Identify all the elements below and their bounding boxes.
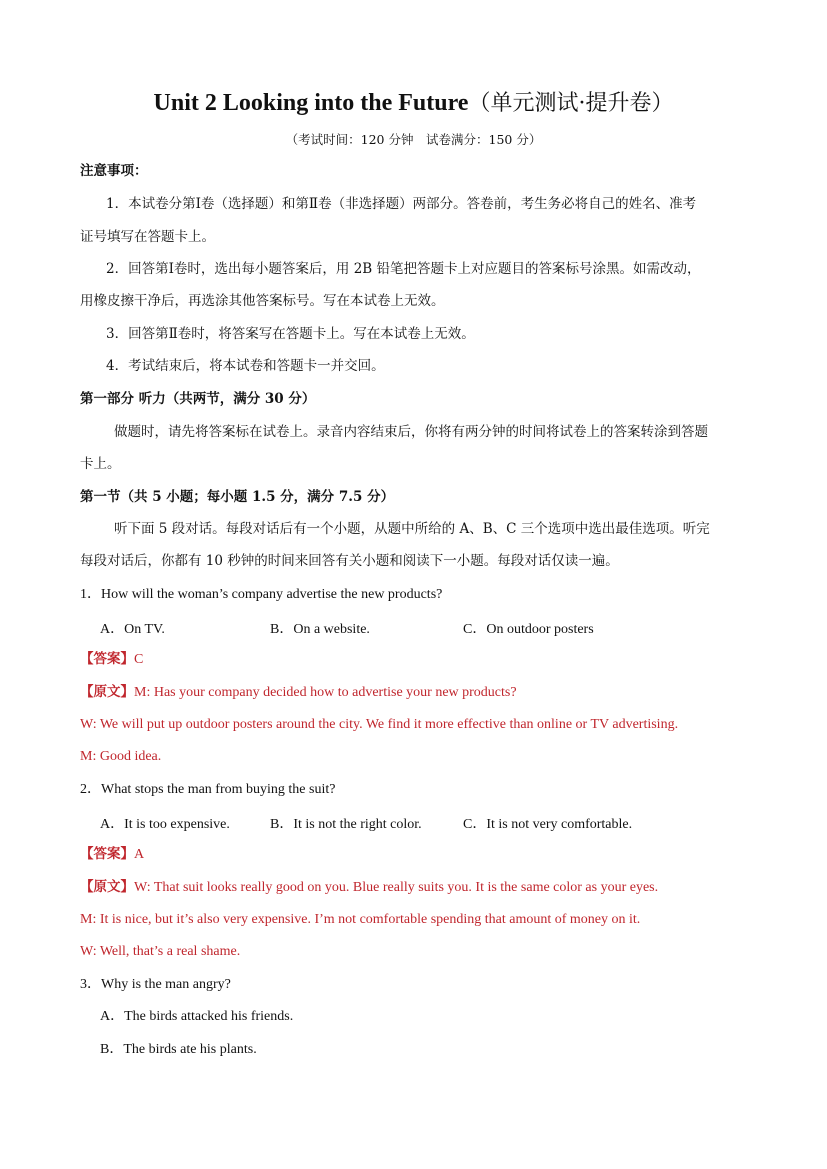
section1-heading: 第一节（共 5 小题；每小题 1.5 分，满分 7.5 分） xyxy=(80,489,395,505)
transcript-line: W: We will put up outdoor posters around the city. We find it more effective than online or TV advertising. xyxy=(80,717,679,732)
section1-intro: 听下面 5 段对话。每段对话后有一个小题，从题中所给的 A、B、C 三个选项中选出最佳选项。听完 xyxy=(114,521,710,537)
notice-item-2-cont: 用橡皮擦干净后，再选涂其他答案标号。写在本试卷上无效。 xyxy=(80,293,445,309)
question-2-stem: 2．What stops the man from buying the suit? xyxy=(80,782,336,797)
answer-label: 【答案】 xyxy=(80,846,134,862)
question-1-options xyxy=(100,618,750,636)
transcript-label: 【原文】 xyxy=(80,684,134,700)
notice-heading: 注意事项： xyxy=(80,163,148,179)
notice-item-2: 2．回答第Ⅰ卷时，选出每小题答案后，用 2B 铅笔把答题卡上对应题目的答案标号涂黑。如需改动， xyxy=(106,261,701,277)
page-title xyxy=(0,86,827,117)
notice-item-3: 3．回答第Ⅱ卷时，将答案写在答题卡上。写在本试卷上无效。 xyxy=(106,326,475,342)
question-2-transcript xyxy=(80,878,750,897)
option-b: B．On a website. xyxy=(270,622,370,637)
option-a: A．On TV. xyxy=(100,622,165,637)
question-1-answer xyxy=(80,650,750,669)
option-b: B．The birds ate his plants. xyxy=(100,1042,257,1057)
title-english: Unit 2 Looking into the Future xyxy=(153,90,469,116)
question-3-stem: 3．Why is the man angry? xyxy=(80,977,231,992)
exam-info: （考试时间：120 分钟 试卷满分：150 分） xyxy=(285,132,542,147)
option-b: B．It is not the right color. xyxy=(270,817,422,832)
transcript-line: M: Good idea. xyxy=(80,749,162,764)
option-c: C．It is not very comfortable. xyxy=(463,817,633,832)
question-1-stem: 1．How will the woman’s company advertise the new products? xyxy=(80,587,443,602)
title-chinese: （单元测试·提升卷） xyxy=(468,91,674,116)
notice-item-4: 4．考试结束后，将本试卷和答题卡一并交回。 xyxy=(106,358,385,374)
transcript-line: M: It is nice, but it’s also very expensive. I’m not comfortable spending that amount of money on it. xyxy=(80,912,641,927)
transcript-label: 【原文】 xyxy=(80,879,134,895)
part1-intro: 做题时，请先将答案标在试卷上。录音内容结束后，你将有两分钟的时间将试卷上的答案转涂到答题 xyxy=(114,424,708,440)
notice-item-1-cont: 证号填写在答题卡上。 xyxy=(80,229,215,245)
option-a: A．The birds attacked his friends. xyxy=(100,1009,294,1024)
notice-item-1: 1．本试卷分第Ⅰ卷（选择题）和第Ⅱ卷（非选择题）两部分。答卷前，考生务必将自己的姓名、准考 xyxy=(106,196,697,212)
part1-heading: 第一部分 听力（共两节，满分 30 分） xyxy=(80,391,316,407)
question-2-options xyxy=(100,813,750,831)
question-2-answer xyxy=(80,845,750,864)
answer-value: C xyxy=(134,652,144,667)
transcript-line: M: Has your company decided how to advertise your new products? xyxy=(134,685,517,700)
option-c: C．On outdoor posters xyxy=(463,622,594,637)
transcript-line: W: That suit looks really good on you. Blue really suits you. It is the same color as your eyes. xyxy=(134,880,659,895)
answer-value: A xyxy=(134,847,145,862)
part1-intro-cont: 卡上。 xyxy=(80,456,121,472)
answer-label: 【答案】 xyxy=(80,651,134,667)
section1-intro-cont: 每段对话后，你都有 10 秒钟的时间来回答有关小题和阅读下一小题。每段对话仅读一遍。 xyxy=(80,553,619,569)
option-a: A．It is too expensive. xyxy=(100,817,230,832)
transcript-line: W: Well, that’s a real shame. xyxy=(80,944,241,959)
question-1-transcript xyxy=(80,683,750,702)
